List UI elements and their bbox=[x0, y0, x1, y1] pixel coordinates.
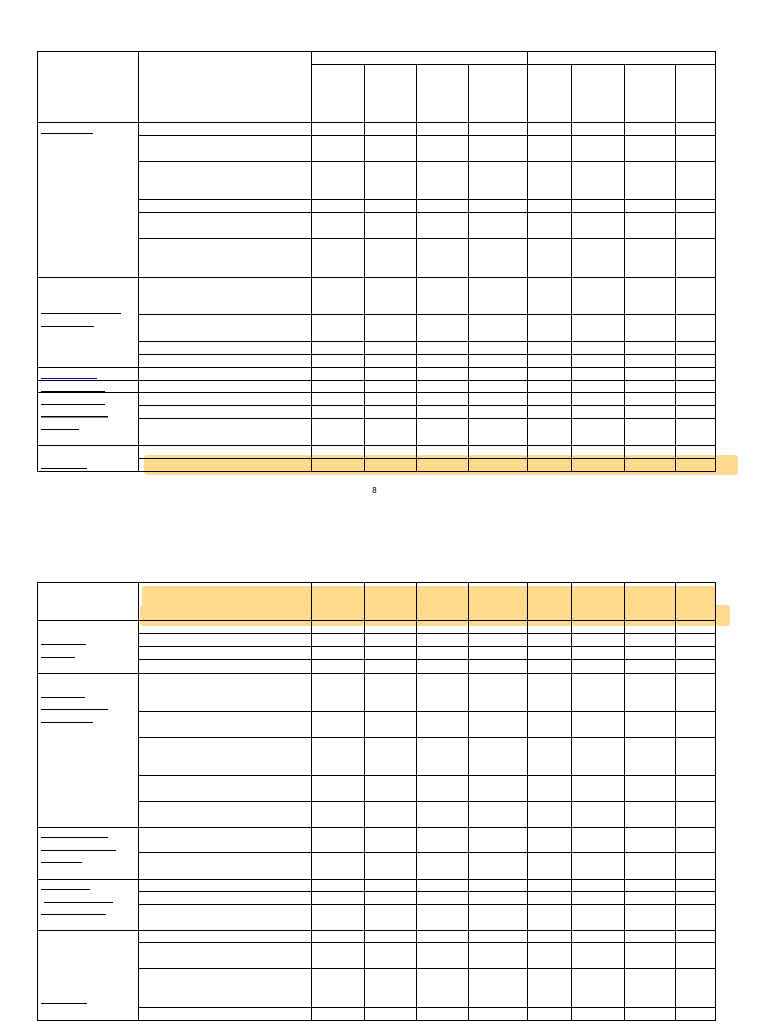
table-top bbox=[38, 52, 716, 472]
table-bottom bbox=[38, 583, 716, 1021]
table-top-border bbox=[38, 52, 716, 472]
page-number: 8 bbox=[372, 486, 377, 495]
